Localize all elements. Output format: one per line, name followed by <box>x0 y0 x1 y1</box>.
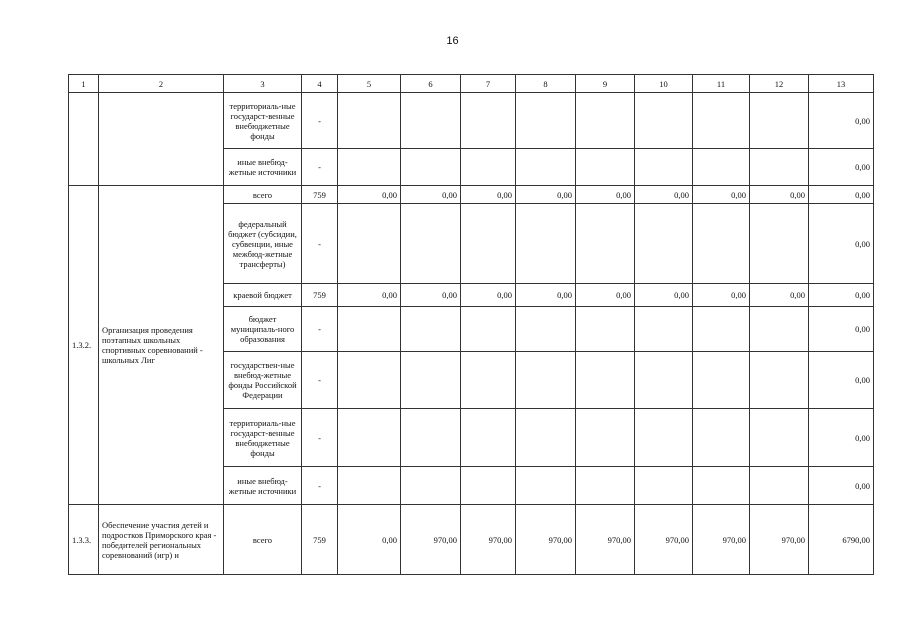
value-cell <box>750 149 809 186</box>
value-cell <box>635 93 693 149</box>
value-cell <box>693 409 750 467</box>
value-cell: 970,00 <box>635 505 693 575</box>
item-number: 1.3.2. <box>69 186 99 505</box>
total-cell: 6790,00 <box>809 505 874 575</box>
value-cell <box>693 307 750 352</box>
funding-source: краевой бюджет <box>224 284 302 307</box>
value-cell <box>516 467 576 505</box>
value-cell <box>576 204 635 284</box>
value-cell: 970,00 <box>461 505 516 575</box>
value-cell: 0,00 <box>338 505 401 575</box>
value-cell: 0,00 <box>693 284 750 307</box>
column-header: 13 <box>809 75 874 93</box>
total-cell: 0,00 <box>809 467 874 505</box>
total-cell: 0,00 <box>809 93 874 149</box>
budget-code: - <box>302 204 338 284</box>
value-cell <box>401 204 461 284</box>
column-header: 9 <box>576 75 635 93</box>
budget-code: - <box>302 409 338 467</box>
value-cell <box>693 467 750 505</box>
value-cell: 0,00 <box>338 186 401 204</box>
funding-source: иные внебюд-жетные источники <box>224 467 302 505</box>
value-cell <box>516 93 576 149</box>
value-cell: 0,00 <box>635 186 693 204</box>
value-cell <box>401 149 461 186</box>
value-cell <box>401 467 461 505</box>
value-cell <box>693 204 750 284</box>
item-description-cell <box>99 93 224 186</box>
budget-code: 759 <box>302 284 338 307</box>
total-cell: 0,00 <box>809 149 874 186</box>
table-row <box>69 186 874 204</box>
value-cell: 0,00 <box>401 186 461 204</box>
value-cell <box>635 204 693 284</box>
value-cell <box>693 352 750 409</box>
value-cell <box>516 409 576 467</box>
column-header: 10 <box>635 75 693 93</box>
value-cell <box>750 409 809 467</box>
value-cell <box>576 352 635 409</box>
value-cell <box>461 352 516 409</box>
value-cell <box>750 93 809 149</box>
value-cell <box>750 204 809 284</box>
value-cell: 970,00 <box>576 505 635 575</box>
column-header: 1 <box>69 75 99 93</box>
table-row <box>69 93 874 149</box>
value-cell <box>338 307 401 352</box>
value-cell: 0,00 <box>576 186 635 204</box>
value-cell <box>693 93 750 149</box>
total-cell: 0,00 <box>809 186 874 204</box>
budget-code: 759 <box>302 505 338 575</box>
funding-source: всего <box>224 505 302 575</box>
column-header: 6 <box>401 75 461 93</box>
value-cell <box>338 409 401 467</box>
funding-source: бюджет муниципаль-ного образования <box>224 307 302 352</box>
value-cell <box>635 409 693 467</box>
total-cell: 0,00 <box>809 284 874 307</box>
value-cell: 0,00 <box>461 284 516 307</box>
page-number: 16 <box>446 35 459 47</box>
value-cell: 0,00 <box>750 186 809 204</box>
funding-source: государствен-ные внебюд-жетные фонды Российской Федерации <box>224 352 302 409</box>
value-cell <box>576 149 635 186</box>
budget-code: - <box>302 352 338 409</box>
column-header: 4 <box>302 75 338 93</box>
value-cell <box>461 204 516 284</box>
funding-source: всего <box>224 186 302 204</box>
value-cell: 0,00 <box>401 284 461 307</box>
value-cell <box>516 307 576 352</box>
funding-source: иные внебюд-жетные источники <box>224 149 302 186</box>
value-cell <box>338 467 401 505</box>
item-number-cell <box>69 93 99 186</box>
value-cell <box>576 93 635 149</box>
value-cell <box>576 467 635 505</box>
value-cell <box>635 149 693 186</box>
value-cell <box>338 93 401 149</box>
column-header: 3 <box>224 75 302 93</box>
value-cell: 0,00 <box>516 284 576 307</box>
value-cell <box>461 409 516 467</box>
column-header: 12 <box>750 75 809 93</box>
item-description: Организация проведения поэтапных школьных спортивных соревнований - школьных Лиг <box>99 186 224 505</box>
budget-code: - <box>302 149 338 186</box>
value-cell: 0,00 <box>516 186 576 204</box>
total-cell: 0,00 <box>809 352 874 409</box>
value-cell <box>461 93 516 149</box>
value-cell: 970,00 <box>693 505 750 575</box>
value-cell <box>461 149 516 186</box>
value-cell <box>338 352 401 409</box>
funding-source: территориаль-ные государст-венные внебюджетные фонды <box>224 93 302 149</box>
value-cell: 970,00 <box>401 505 461 575</box>
value-cell <box>401 352 461 409</box>
value-cell: 0,00 <box>461 186 516 204</box>
value-cell <box>401 409 461 467</box>
budget-code: - <box>302 467 338 505</box>
budget-code: - <box>302 307 338 352</box>
budget-code: 759 <box>302 186 338 204</box>
value-cell <box>576 307 635 352</box>
item-number: 1.3.3. <box>69 505 99 575</box>
column-header: 7 <box>461 75 516 93</box>
column-header: 2 <box>99 75 224 93</box>
total-cell: 0,00 <box>809 307 874 352</box>
funding-source: федеральный бюджет (субсидии, субвенции, иные межбюд-жетные трансферты) <box>224 204 302 284</box>
value-cell <box>635 307 693 352</box>
value-cell <box>461 467 516 505</box>
value-cell <box>750 352 809 409</box>
value-cell <box>635 352 693 409</box>
budget-table <box>68 74 874 575</box>
item-description: Обеспечение участия детей и подростков Приморского края - победителей региональных соревнований (игр) и <box>99 505 224 575</box>
column-header: 5 <box>338 75 401 93</box>
value-cell <box>338 149 401 186</box>
total-cell: 0,00 <box>809 204 874 284</box>
header-row <box>69 75 874 93</box>
value-cell <box>516 204 576 284</box>
value-cell <box>750 467 809 505</box>
value-cell: 970,00 <box>516 505 576 575</box>
value-cell: 0,00 <box>693 186 750 204</box>
value-cell: 0,00 <box>635 284 693 307</box>
value-cell <box>516 352 576 409</box>
value-cell <box>401 307 461 352</box>
value-cell <box>576 409 635 467</box>
budget-code: - <box>302 93 338 149</box>
column-header: 8 <box>516 75 576 93</box>
value-cell <box>338 204 401 284</box>
funding-source: территориаль-ные государст-венные внебюджетные фонды <box>224 409 302 467</box>
value-cell <box>461 307 516 352</box>
value-cell: 0,00 <box>338 284 401 307</box>
value-cell: 970,00 <box>750 505 809 575</box>
value-cell: 0,00 <box>750 284 809 307</box>
table-row <box>69 505 874 575</box>
value-cell <box>750 307 809 352</box>
value-cell <box>516 149 576 186</box>
value-cell <box>635 467 693 505</box>
value-cell: 0,00 <box>576 284 635 307</box>
total-cell: 0,00 <box>809 409 874 467</box>
value-cell <box>401 93 461 149</box>
value-cell <box>693 149 750 186</box>
column-header: 11 <box>693 75 750 93</box>
